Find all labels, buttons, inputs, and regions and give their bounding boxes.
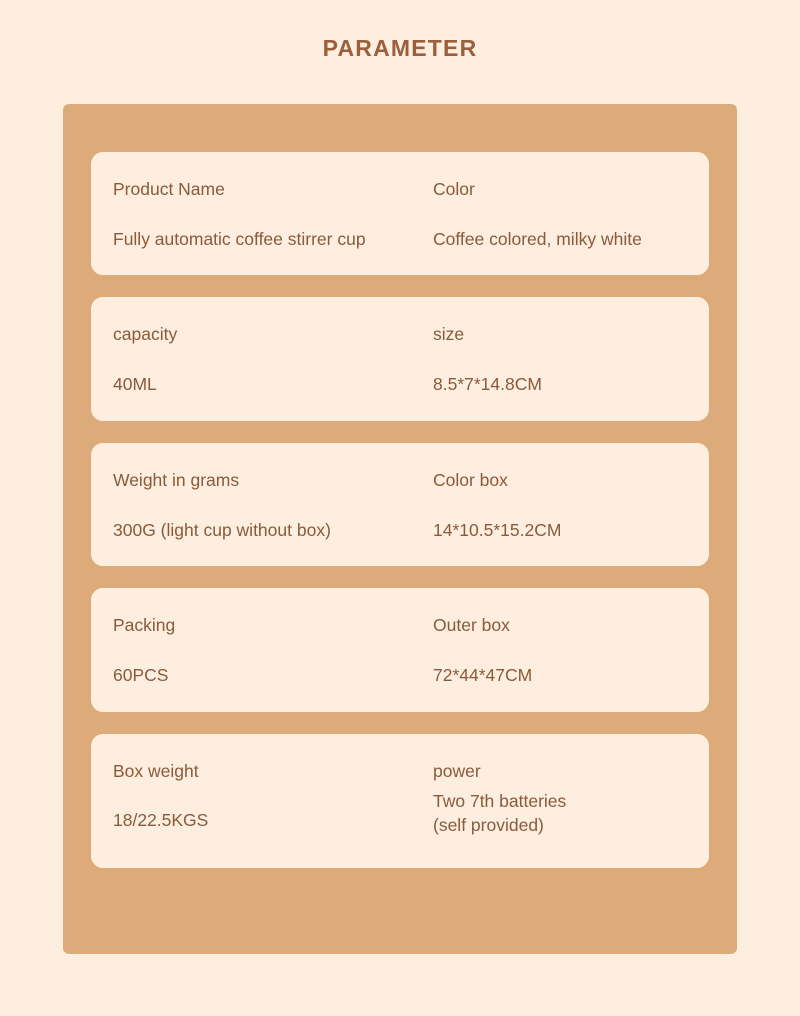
row-right-cell — [433, 760, 687, 838]
row-left-label: Box weight — [113, 760, 199, 781]
row-left-label: Weight in grams — [113, 469, 240, 490]
row-right-cell — [433, 178, 687, 251]
row-right-cell — [433, 469, 687, 542]
row-right-cell — [433, 323, 687, 396]
row-right-cell — [433, 614, 687, 687]
row-left-label: Product Name — [113, 179, 225, 199]
row-left-value: 18/22.5KGS — [113, 810, 209, 831]
row-left-value: 300G (light cup without box) — [113, 519, 331, 540]
row-left-value: 40ML — [113, 374, 157, 395]
row-left-label: capacity — [113, 324, 178, 345]
row-left-cell — [113, 323, 433, 396]
row-right-value: Two 7th batteries — [433, 791, 567, 812]
parameter-panel — [63, 104, 737, 954]
row-right-label: Outer box — [433, 615, 510, 636]
row-left-value: 60PCS — [113, 664, 169, 685]
row-right-value: Coffee colored, milky white — [433, 228, 642, 249]
row-right-label: Color box — [433, 469, 508, 490]
row-left-cell — [113, 469, 433, 542]
row-right-value-extra: (self provided) — [433, 814, 544, 835]
parameter-row-list — [91, 152, 709, 868]
table-row — [91, 734, 709, 868]
table-row — [91, 297, 709, 420]
row-right-label: size — [433, 324, 465, 345]
row-right-value: 8.5*7*14.8CM — [433, 374, 542, 395]
row-right-value: 14*10.5*15.2CM — [433, 519, 562, 540]
row-right-value: 72*44*47CM — [433, 664, 533, 685]
table-row — [91, 443, 709, 566]
table-row — [91, 152, 709, 275]
row-left-cell — [113, 760, 433, 833]
row-left-cell — [113, 614, 433, 687]
row-right-label: Color — [433, 179, 475, 199]
table-row — [91, 588, 709, 711]
row-right-label: power — [433, 760, 481, 781]
row-left-value: Fully automatic coffee stirrer cup — [113, 228, 366, 249]
row-left-cell — [113, 178, 433, 251]
page-title: PARAMETER — [322, 35, 478, 61]
row-left-label: Packing — [113, 615, 176, 636]
